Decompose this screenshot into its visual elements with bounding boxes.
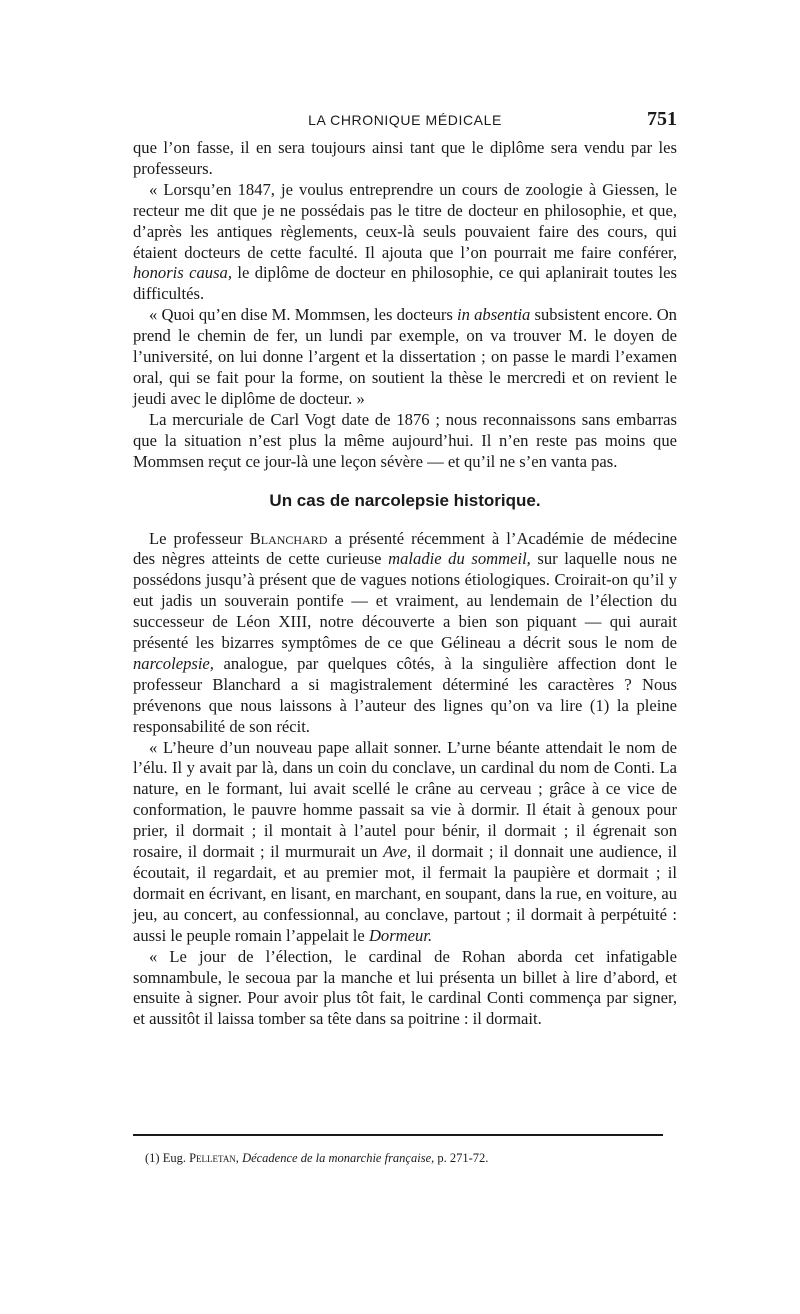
footnote-rule (133, 1134, 663, 1136)
emphasis: narcolepsie, (133, 653, 214, 673)
paragraph: « Le jour de l’élection, le cardinal de Rohan aborda cet infatigable somnambule, le secoua par la manche et lui présenta un billet à lire d’abord, et ensuite à signer. Pour avoir plus tôt fait, le cardinal Conti commença par signer, et aussitôt il laissa tomber sa tête dans sa poitrine : il dormait. (133, 946, 677, 1029)
paragraph: Le professeur Blanchard a présenté récemment à l’Académie de médecine des nègres atteints de cette curieuse maladie du sommeil, sur laquelle nous ne possédons jusqu’à présent que de vagues notions étiologiques. Croirait-on qu’il y eut jadis un souverain pontife — et vraiment, au lendemain de l’élection du successeur de Léon XIII, notre découverte a bien son piquant — qui aurait présenté les bizarres symptômes de ce que Gélineau a décrit sous le nom de narcolepsie, analogue, par quelques côtés, à la singulière affection dont le professeur Blanchard a si magistralement déterminé les caractères ? Nous prévenons que nous laissons à l’auteur des lignes qu’on va lire (1) la pleine responsabilité de son récit. (133, 528, 677, 736)
paragraph: que l’on fasse, il en sera toujours ainsi tant que le diplôme sera vendu par les professeurs. (133, 138, 677, 178)
footnote: (1) Eug. Pelletan, Décadence de la monarchie française, p. 271-72. (145, 1151, 489, 1165)
emphasis: Dormeur. (368, 925, 433, 945)
footnote-author: Pelletan, (189, 1151, 239, 1165)
section-title: Un cas de narcolepsie historique. (269, 490, 541, 510)
paragraph: « Quoi qu’en dise M. Mommsen, les docteurs in absentia subsistent encore. On prend le chemin de fer, un lundi par exemple, on va trouver M. le doyen de l’université, on lui donne l’argent et la dissertation ; on passe le mardi l’examen oral, qui se fait pour la forme, on soutient la thèse le mercredi et on revient le jeudi avec le diplôme de docteur. » (133, 305, 677, 408)
page-number: 751 (647, 108, 677, 130)
author-name: Blanchard (249, 528, 328, 548)
emphasis: maladie du sommeil, (388, 549, 531, 569)
body-text (133, 138, 677, 1030)
emphasis: in absentia (457, 305, 531, 325)
footnote-title: Décadence de la monarchie française, (242, 1151, 435, 1165)
emphasis: honoris causa, (133, 263, 232, 283)
journal-title: LA CHRONIQUE MÉDICALE (308, 112, 502, 128)
paragraph: La mercuriale de Carl Vogt date de 1876 ; nous reconnaissons sans embarras que la situation n’est plus la même aujourd’hui. Il n’en reste pas moins que Mommsen reçut ce jour-là une leçon sévère — et qu’il ne s’en vanta pas. (133, 409, 677, 471)
spacer (133, 513, 677, 529)
paragraph: « L’heure d’un nouveau pape allait sonner. L’urne béante attendait le nom de l’élu. Il y avait par là, dans un coin du conclave, un cardinal du nom de Conti. La nature, en le formant, lui avait scellé le crâne au cerveau ; grâce à ce vice de conformation, le pauvre homme passait sa vie à dormir. Il était à genoux pour prier, il dormait ; il montait à l’autel pour bénir, il dormait ; il égrenait son rosaire, il dormait ; il murmurait un Ave, il dormait ; il donnait une audience, il écoutait, il regardait, et au premier mot, il fermait la paupière et dormait ; il dormait en écrivant, en lisant, en marchant, en soupant, dans la rue, en voiture, au jeu, au concert, au confessionnal, au conclave, partout ; il dormait à perpétuité : aussi le peuple romain l’appelait le Dormeur. (133, 737, 677, 945)
running-header (133, 110, 677, 132)
spacer (133, 473, 677, 489)
emphasis: Ave, (383, 842, 412, 862)
paragraph: « Lorsqu’en 1847, je voulus entreprendre un cours de zoologie à Giessen, le recteur me dit que je ne possédais pas le titre de docteur en philosophie, et que, d’après les antiques règlements, ceux-là seuls pouvaient faire des cours, qui étaient docteurs de cette faculté. Il ajouta que l’on pourrait me faire conférer, honoris causa, le diplôme de docteur en philosophie, ce qui aplanirait toutes les difficultés. (133, 179, 677, 304)
